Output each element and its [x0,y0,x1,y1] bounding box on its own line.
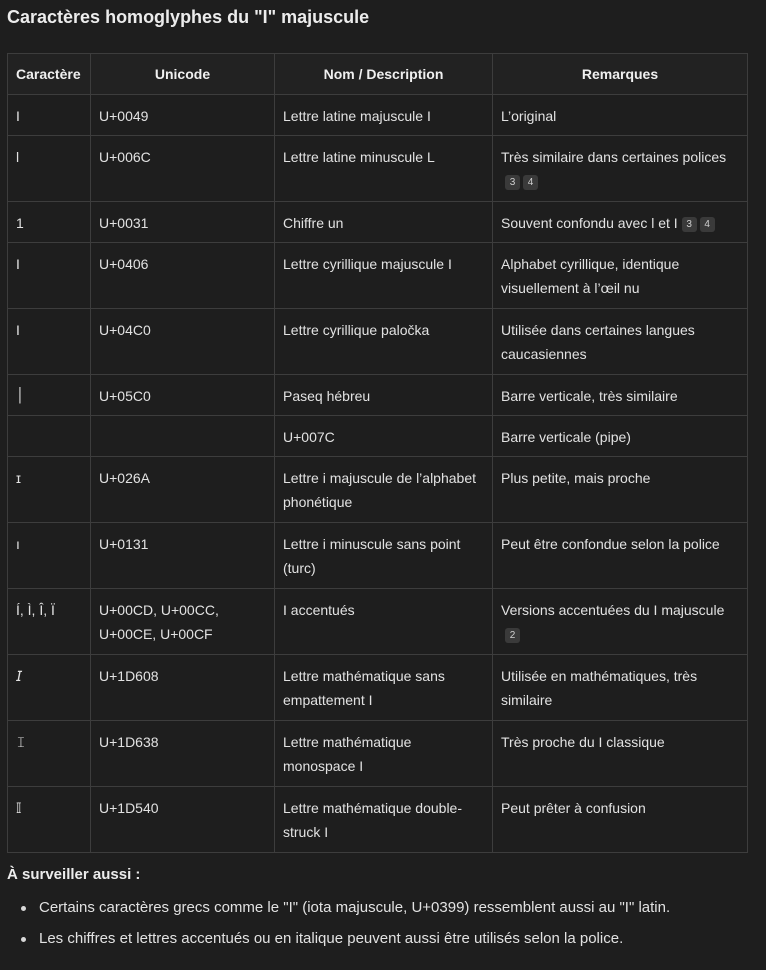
cell-unicode-text: U+1D540 [99,800,159,816]
cell-character [8,655,91,721]
cell-character [8,523,91,589]
table-row [8,787,748,853]
cell-character-text: ׀ [16,388,24,404]
cell-character [8,721,91,787]
header-name: Nom / Description [275,54,493,95]
bullet-icon [21,906,26,911]
cell-name-text: Lettre cyrillique majuscule I [283,256,452,272]
cell-unicode-text: U+0131 [99,536,149,552]
watch-list [7,896,747,958]
cell-name-text: Chiffre un [283,215,344,231]
cell-remarks-text: Très proche du I classique [501,734,665,750]
cell-remarks [493,416,748,457]
cell-remarks-text: Versions accentuées du I majuscule [501,602,725,618]
cell-remarks [493,309,748,375]
cell-character-text: Í, Ì, Î, Ï [16,602,55,618]
cell-name [275,243,493,309]
cell-remarks [493,589,748,655]
cell-unicode [91,416,275,457]
cell-character-text: ɪ [16,470,21,486]
cell-remarks-text: Peut être confondue selon la police [501,536,720,552]
cell-name-text: Lettre mathématique sans empattement I [283,668,445,708]
bullet-icon [21,937,26,942]
table-row [8,457,748,523]
cell-character-text: l [16,149,20,165]
cell-name [275,136,493,202]
cell-character [8,457,91,523]
cell-name-text: Lettre latine minuscule L [283,149,435,165]
cell-name-text: Lettre mathématique monospace I [283,734,412,774]
cell-character-text: 𝕀 [16,800,22,816]
cell-unicode-text: U+0406 [99,256,149,272]
header-remarks: Remarques [493,54,748,95]
cell-name-text: Lettre latine majuscule I [283,108,431,124]
cell-name-text: Lettre mathématique double-struck I [283,800,462,840]
cell-character [8,589,91,655]
cell-character-text: I [16,108,20,124]
cell-remarks [493,721,748,787]
table-row [8,202,748,243]
cell-unicode-text: U+1D608 [99,668,159,684]
cell-unicode [91,787,275,853]
table-row [8,416,748,457]
table-header-row [8,54,748,95]
table-row [8,589,748,655]
cell-remarks [493,375,748,416]
cell-character-text: 𝙸 [16,734,26,750]
cell-character [8,787,91,853]
cell-remarks-text: Plus petite, mais proche [501,470,651,486]
cell-remarks-text: Utilisée dans certaines langues caucasiennes [501,322,695,362]
cell-character [8,375,91,416]
cell-remarks [493,136,748,202]
cell-remarks [493,655,748,721]
cell-character-text: 1 [16,215,24,231]
cell-remarks [493,787,748,853]
cell-character [8,95,91,136]
table-row [8,95,748,136]
cell-remarks-text: Très similaire dans certaines polices [501,149,727,165]
list-item [39,896,747,927]
header-character: Caractère [8,54,91,95]
cell-name [275,721,493,787]
cell-name-text: Lettre i majuscule de l’alphabet phonétique [283,470,477,510]
list-item-text: Les chiffres et lettres accentués ou en italique peuvent aussi être utilisés selon la police. [39,930,624,947]
cell-name-text: Lettre cyrillique paločka [283,322,430,338]
table-row [8,309,748,375]
cell-remarks-text: Peut prêter à confusion [501,800,646,816]
cell-name [275,655,493,721]
table-row [8,655,748,721]
cell-remarks [493,457,748,523]
cell-name [275,309,493,375]
list-item [39,927,747,958]
header-unicode: Unicode [91,54,275,95]
cell-unicode-text: U+026A [99,470,150,486]
cell-unicode [91,375,275,416]
cell-name [275,523,493,589]
cell-name [275,416,493,457]
cell-unicode [91,655,275,721]
cell-unicode-text: U+0031 [99,215,149,231]
table-row [8,375,748,416]
cell-name [275,202,493,243]
cell-character-text: 𝘐 [16,668,23,684]
cell-name-text: I accentués [283,602,355,618]
cell-unicode-text: U+04C0 [99,322,151,338]
cell-character [8,416,91,457]
citation-badge[interactable]: 2 [505,628,520,643]
cell-remarks [493,243,748,309]
cell-unicode-text: U+05C0 [99,388,151,404]
cell-unicode [91,523,275,589]
cell-remarks [493,95,748,136]
watch-heading: À surveiller aussi : [7,866,141,883]
cell-character-text: І [16,256,20,272]
table-row [8,243,748,309]
list-item-text: Certains caractères grecs comme le "Ι" (iota majuscule, U+0399) ressemblent aussi au "I" latin. [39,899,671,916]
cell-remarks-text: Barre verticale, très similaire [501,388,678,404]
cell-name [275,375,493,416]
table-row [8,523,748,589]
content [7,0,747,947]
cell-name [275,457,493,523]
citation-badge[interactable]: 3 [505,175,520,190]
citation-badge[interactable]: 4 [700,217,715,232]
cell-character-text: Ӏ [16,322,20,338]
table-row [8,721,748,787]
table-row [8,136,748,202]
cell-unicode [91,721,275,787]
cell-remarks-text: Souvent confondu avec l et I [501,215,678,231]
cell-unicode-text: U+00CD, U+00CC, U+00CE, U+00CF [99,602,219,642]
cell-unicode [91,95,275,136]
cell-unicode [91,589,275,655]
cell-unicode-text: U+0049 [99,108,149,124]
cell-name-text: Lettre i minuscule sans point (turc) [283,536,461,576]
cell-name [275,589,493,655]
cell-remarks-text: Barre verticale (pipe) [501,429,631,445]
cell-character [8,202,91,243]
citation-badge[interactable]: 3 [682,217,697,232]
cell-remarks [493,523,748,589]
citation-badge[interactable]: 4 [523,175,538,190]
homoglyph-table [7,53,748,853]
cell-name [275,787,493,853]
page-title: Caractères homoglyphes du "I" majuscule [7,7,370,27]
cell-character [8,243,91,309]
cell-unicode [91,202,275,243]
cell-remarks-text: L’original [501,108,557,124]
cell-unicode [91,457,275,523]
cell-name [275,95,493,136]
cell-remarks [493,202,748,243]
cell-unicode-text: U+006C [99,149,151,165]
cell-character [8,136,91,202]
cell-name-text: U+007C [283,429,335,445]
cell-remarks-text: Alphabet cyrillique, identique visuellement à l’œil nu [501,256,680,296]
cell-character [8,309,91,375]
cell-name-text: Paseq hébreu [283,388,371,404]
cell-unicode [91,136,275,202]
cell-unicode-text: U+1D638 [99,734,159,750]
cell-unicode [91,243,275,309]
cell-unicode [91,309,275,375]
cell-character-text: ı [16,536,20,552]
cell-remarks-text: Utilisée en mathématiques, très similaire [501,668,698,708]
